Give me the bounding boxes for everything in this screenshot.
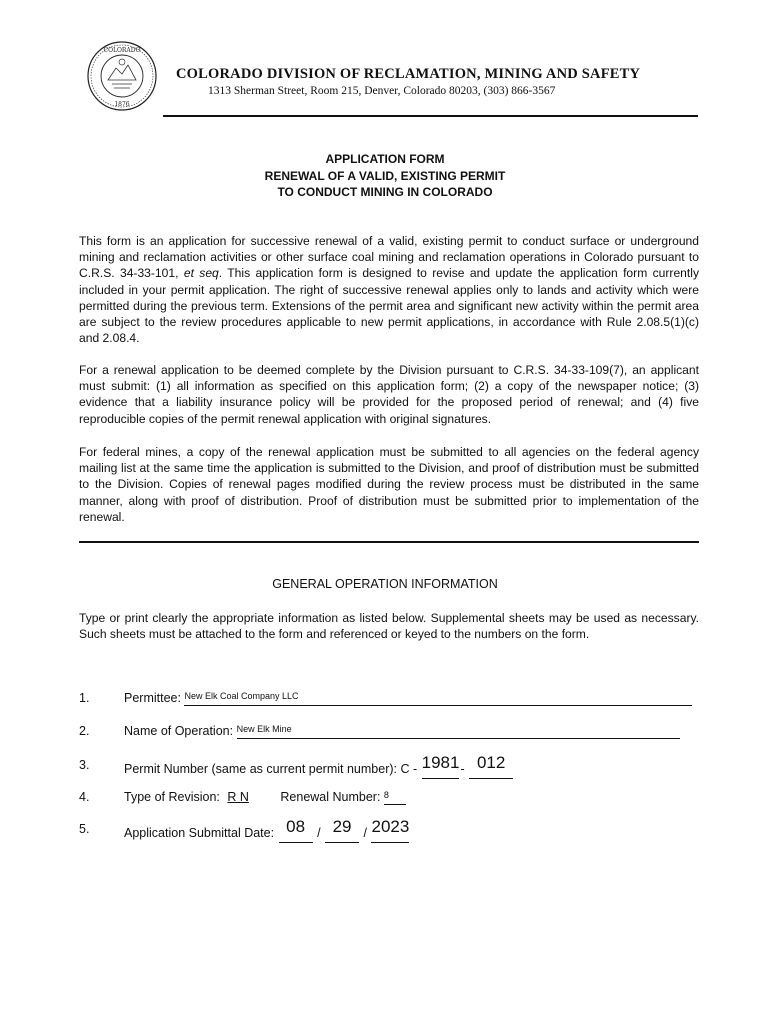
permittee-label: Permittee: $^{New Elk Coal Company LLC}$ bbox=[124, 691, 692, 706]
agency-name: COLORADO DIVISION OF RECLAMATION, MINING AND SAFETY bbox=[176, 66, 641, 82]
svg-text:COLORADO: COLORADO bbox=[103, 47, 141, 54]
title-line-2: RENEWAL OF A VALID, EXISTING PERMIT bbox=[264, 168, 506, 183]
operation-label: Name of Operation: $^{New Elk Mine}$ bbox=[124, 724, 680, 739]
section-heading: GENERAL OPERATION INFORMATION bbox=[272, 577, 498, 591]
permit-number-input[interactable]: 012 bbox=[469, 758, 513, 779]
item-number: 3. bbox=[79, 758, 90, 772]
agency-address: 1313 Sherman Street, Room 215, Denver, Colorado 80203, (303) 866-3567 bbox=[208, 85, 556, 97]
section-divider bbox=[79, 541, 699, 543]
date-day-input[interactable]: 29 bbox=[325, 822, 359, 843]
operation-input[interactable]: New Elk Mine bbox=[237, 724, 680, 739]
revision-label: Type of Revision: R N Renewal Number: $^8$ bbox=[124, 790, 406, 805]
item-number: 1. bbox=[79, 691, 90, 705]
date-label: Application Submittal Date: 08 / 29 / 2023 bbox=[124, 822, 410, 843]
revision-options[interactable]: R N bbox=[227, 790, 249, 804]
item-number: 2. bbox=[79, 724, 90, 738]
title-line-3: TO CONDUCT MINING IN COLORADO bbox=[277, 185, 493, 199]
permit-year-input[interactable]: 1981 bbox=[422, 758, 460, 779]
svg-text:1876: 1876 bbox=[114, 101, 130, 108]
permit-label: Permit Number (same as current permit number): C - 1981- 012 bbox=[124, 758, 514, 779]
instructions-paragraph: Type or print clearly the appropriate information as listed below. Supplemental sheets may be used as necessary. Such sheets must be attached to the form and referenced or keyed to the numbers on the form. bbox=[79, 611, 699, 642]
form-title bbox=[0, 151, 770, 201]
permittee-input[interactable]: New Elk Coal Company LLC bbox=[184, 691, 692, 706]
renewal-number-input[interactable]: 8 bbox=[384, 790, 406, 805]
date-year-input[interactable]: 2023 bbox=[371, 822, 409, 843]
item-number: 5. bbox=[79, 822, 90, 836]
header-divider bbox=[163, 115, 698, 117]
colorado-state-seal bbox=[86, 40, 158, 112]
intro-paragraph-2: For a renewal application to be deemed complete by the Division pursuant to C.R.S. 34-33-109(7), an applicant must submit: (1) all information as specified on this application form; (2) a copy of the newspaper notice; (3) evidence that a liability insurance policy will be provided for the proposed period of renewal; and (4) five reproducible copies of the permit renewal application with original signatures. bbox=[79, 363, 699, 426]
intro-paragraph-3: For federal mines, a copy of the renewal application must be submitted to all agencies on the federal agency mailing list at the same time the application is submitted to the Division, and proof of distribution must be submitted to the Division. Copies of renewal pages modified during the review process must be distributed in the same manner, along with proof of distribution. Proof of distribution must be submitted prior to implementation of the renewal. bbox=[79, 445, 699, 524]
title-line-1: APPLICATION FORM bbox=[325, 152, 445, 166]
item-number: 4. bbox=[79, 790, 90, 804]
intro-paragraph-1: This form is an application for successive renewal of a valid, existing permit to conduct surface or underground mining and reclamation activities or other surface coal mining and reclamation operations in Colorado pursuant to C.R.S. 34-33-101, et seq. This application form is designed to revise and update the application form currently included in your permit application. The right of successive renewal applies only to lands and activity which were permitted during the previous term. Extensions of the permit area and significant new activity within the permit area are subject to the review procedures applicable to new permit applications, in accordance with Rule 2.08.5(1)(c) and 2.08.4. bbox=[79, 234, 699, 346]
date-month-input[interactable]: 08 bbox=[279, 822, 313, 843]
